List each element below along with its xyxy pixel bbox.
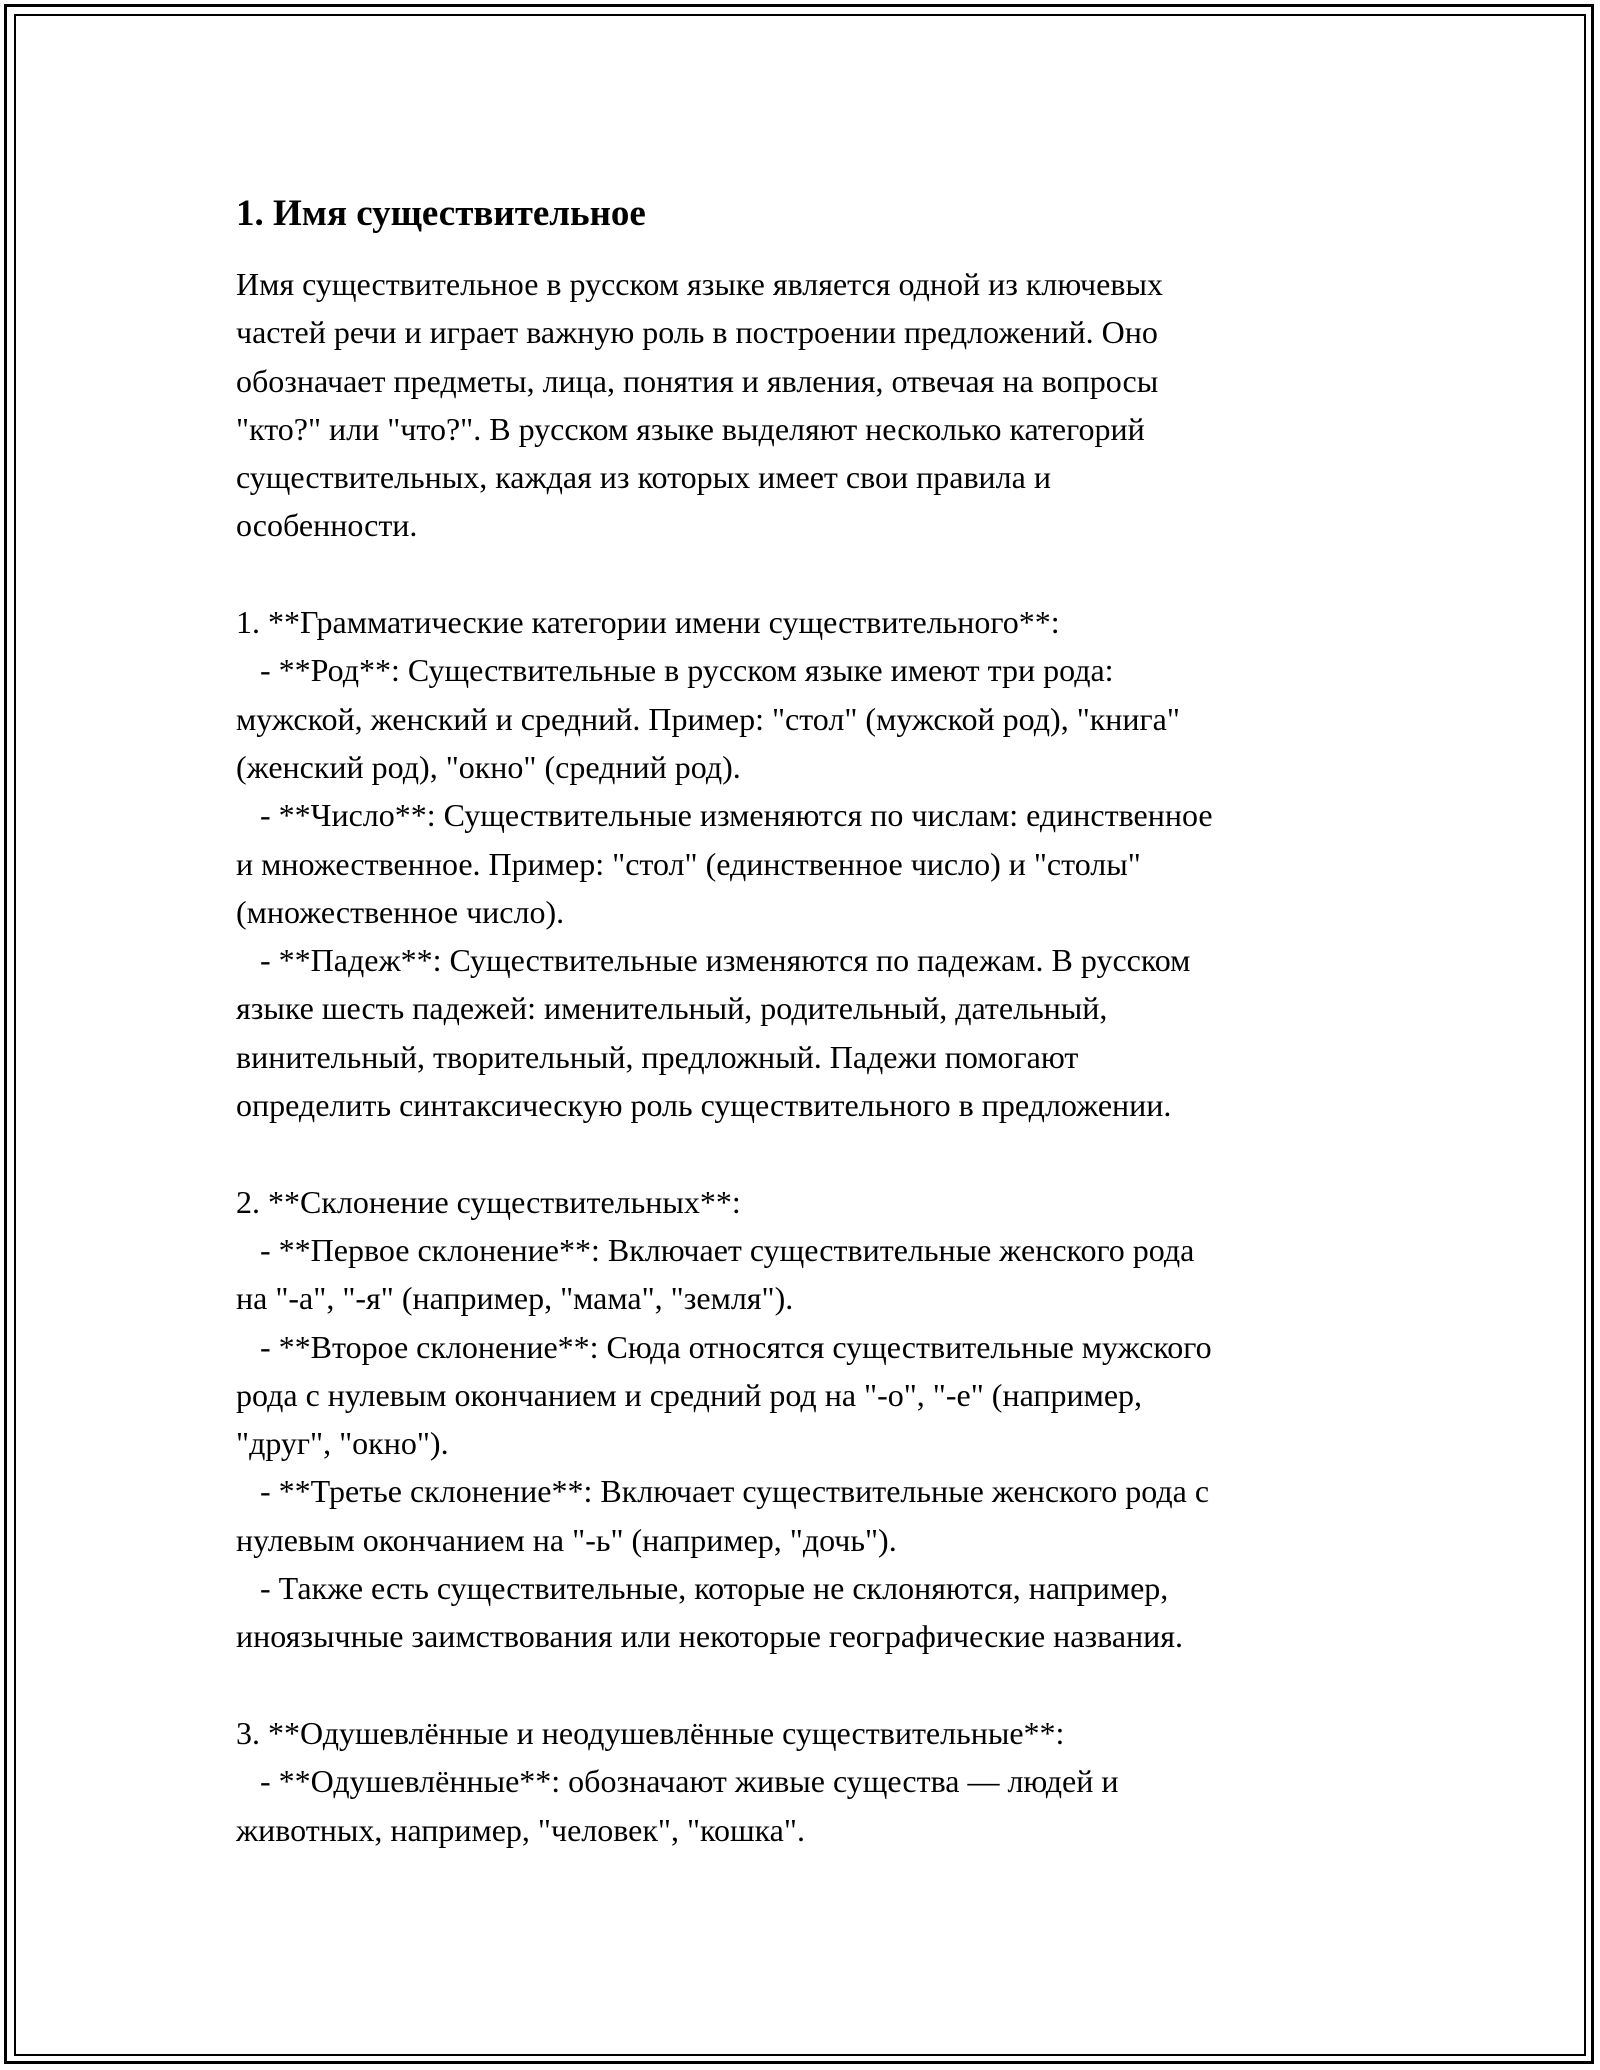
list-item: - **Род**: Существительные в русском языке имеют три рода: мужской, женский и средний. Пример: "стол" (мужской род), "книга" (женский род), "окно" (средний род). bbox=[236, 652, 1180, 785]
list-item: - **Третье склонение**: Включает существительные женского рода с нулевым окончанием на "-ь" (например, "дочь"). bbox=[236, 1473, 1210, 1558]
list-item: - **Второе склонение**: Сюда относятся существительные мужского рода с нулевым окончанием и средний род на "-о", "-е" (например, "друг", "окно"). bbox=[236, 1328, 1212, 1462]
section-grammatical-categories bbox=[236, 598, 1366, 1129]
list-item: - **Число**: Существительные изменяются по числам: единственное и множественное. Пример: "стол" (единственное число) и "столы" (множественное число). bbox=[236, 797, 1213, 930]
blank-line bbox=[236, 550, 1366, 598]
list-item: - **Первое склонение**: Включает существительные женского рода на "-а", "-я" (например, "мама", "земля"). bbox=[236, 1231, 1195, 1317]
section-animate-inanimate bbox=[236, 1709, 1366, 1854]
list-item: - Также есть существительные, которые не склоняются, например, иноязычные заимствования или некоторые географические названия. bbox=[236, 1570, 1183, 1655]
intro-paragraph: Имя существительное в русском языке является одной из ключевых частей речи и играет важную роль в построении предложений. Оно обозначает предметы, лица, понятия и явления, отвечая на вопросы "кто?" или "что?". В русском языке выделяют несколько категорий существительных, каждая из которых имеет свои правила и особенности. bbox=[236, 266, 1163, 544]
list-item: - **Падеж**: Существительные изменяются по падежам. В русском языке шесть падежей: именительный, родительный, дательный, винительный, творительный, предложный. Падежи помогают определить синтаксическую роль существительного в предложении. bbox=[236, 942, 1191, 1124]
section-heading: 3. **Одушевлённые и неодушевлённые существительные**: bbox=[236, 1714, 1065, 1751]
section-heading: 2. **Склонение существительных**: bbox=[236, 1183, 741, 1220]
section-heading: 1. **Грамматические категории имени существительного**: bbox=[236, 604, 1060, 641]
document-page bbox=[236, 188, 1366, 1854]
list-item: - **Одушевлённые**: обозначают живые существа — людей и животных, например, "человек", "кошка". bbox=[236, 1763, 1119, 1848]
section-declension bbox=[236, 1178, 1366, 1661]
blank-line bbox=[236, 1129, 1366, 1177]
blank-line bbox=[236, 1661, 1366, 1709]
document-title: 1. Имя существительное bbox=[236, 193, 646, 234]
